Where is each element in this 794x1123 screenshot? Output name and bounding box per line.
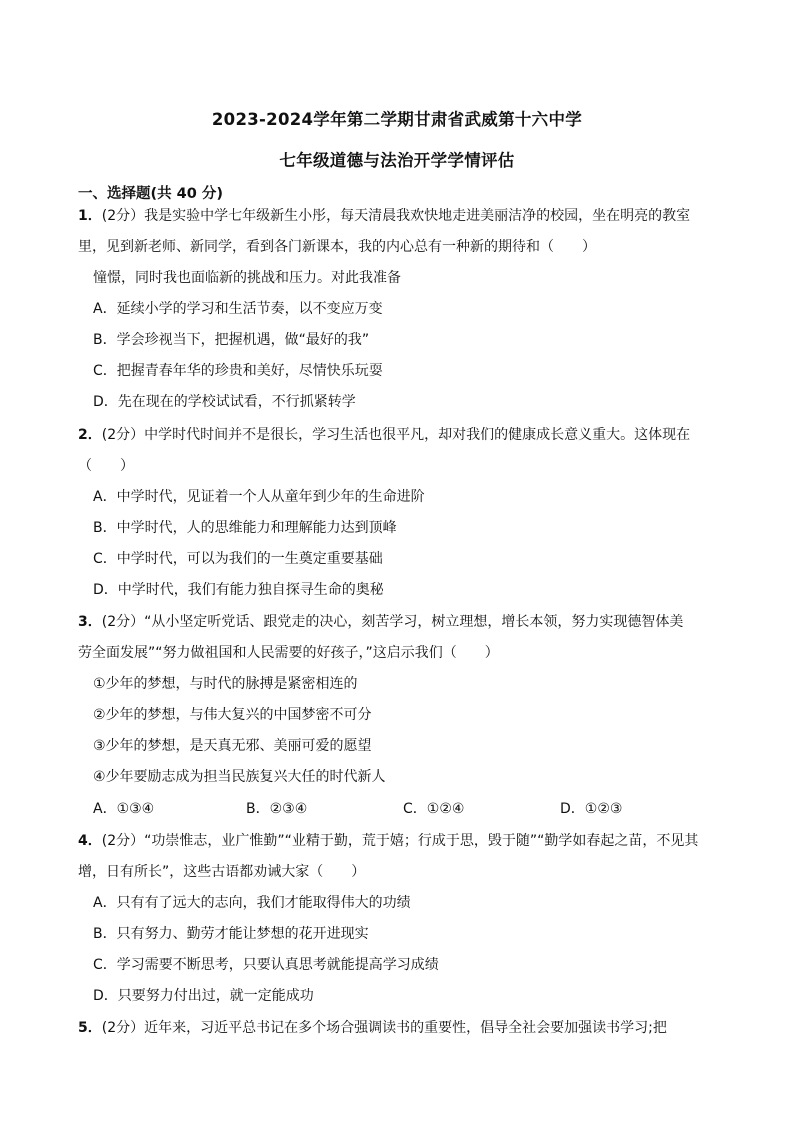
option-d: D．只要努力付出过，就一定能成功 bbox=[93, 988, 314, 1004]
question-number: 5． bbox=[78, 1020, 102, 1036]
exam-title: 2023-2024学年第二学期甘肃省武威第十六中学 bbox=[211, 110, 583, 129]
option-a: A．延续小学的学习和生活节奏，以不变应万变 bbox=[93, 301, 383, 317]
question-number: 1． bbox=[78, 208, 102, 224]
option-a: A．中学时代，见证着一个人从童年到少年的生命进阶 bbox=[93, 489, 425, 505]
option-c: C．中学时代，可以为我们的一生奠定重要基础 bbox=[93, 551, 383, 567]
statement-1: ①少年的梦想，与时代的脉搏是紧密相连的 bbox=[93, 676, 358, 692]
statement-3: ③少年的梦想，是天真无邪、美丽可爱的愿望 bbox=[93, 738, 372, 754]
question-number: 3． bbox=[78, 614, 102, 630]
question-text: (2分）中学时代时间并不是很长，学习生活也很平凡，却对我们的健康成长意义重大。这体现在 bbox=[101, 427, 691, 443]
question-2-line-2: （ ） bbox=[78, 458, 134, 474]
question-text: (2分）“从小坚定听党话、跟党走的决心，刻苦学习，树立理想，增长本领，努力实现德智体美 bbox=[101, 614, 684, 630]
question-2-line-1 bbox=[78, 426, 690, 444]
question-1-line-2: 里，见到新老师、新同学，看到各门新课本，我的内心总有一种新的期待和（ ） bbox=[78, 239, 596, 255]
option-d: D．中学时代，我们有能力独自探寻生命的奥秘 bbox=[93, 582, 384, 598]
question-3-line-2: 劳全面发展”“努力做祖国和人民需要的好孩子，”这启示我们（ ） bbox=[78, 645, 499, 661]
option-c: C．学习需要不断思考，只要认真思考就能提高学习成绩 bbox=[93, 957, 439, 973]
statement-4: ④少年要励志成为担当民族复兴大任的时代新人 bbox=[93, 769, 386, 785]
section-heading: 一、选择题(共 40 分) bbox=[78, 186, 224, 202]
option-c: C．把握青春年华的珍贵和美好，尽情快乐玩耍 bbox=[93, 363, 383, 379]
question-number: 2． bbox=[78, 427, 102, 443]
option-d: D．先在现在的学校试试看，不行抓紧转学 bbox=[93, 394, 356, 410]
question-1-line-1 bbox=[78, 207, 690, 225]
question-4-line-2: 增，日有所长”，这些古语都劝诫大家（ ） bbox=[78, 864, 366, 880]
question-text: (2分）“功崇惟志，业广惟勤”“业精于勤，荒于嬉；行成于思，毁于随”“勤学如春起之苗，不见其 bbox=[101, 833, 699, 849]
option-c: C．①②④ bbox=[403, 801, 465, 817]
question-text: (2分）近年来，习近平总书记在多个场合强调读书的重要性，倡导全社会要加强读书学习;把 bbox=[101, 1020, 667, 1036]
question-text: (2分）我是实验中学七年级新生小彤，每天清晨我欢快地走进美丽洁净的校园，坐在明亮的教室 bbox=[101, 208, 691, 224]
question-5-line-1 bbox=[78, 1019, 667, 1037]
option-b: B．中学时代，人的思维能力和理解能力达到顶峰 bbox=[93, 520, 397, 536]
question-number: 4． bbox=[78, 833, 102, 849]
question-1-line-3: 憧憬，同时我也面临新的挑战和压力。对此我准备 bbox=[93, 270, 401, 286]
statement-2: ②少年的梦想，与伟大复兴的中国梦密不可分 bbox=[93, 707, 372, 723]
question-4-line-1 bbox=[78, 832, 698, 850]
option-a: A．①③④ bbox=[93, 801, 155, 817]
option-a: A．只有有了远大的志向，我们才能取得伟大的功绩 bbox=[93, 895, 411, 911]
option-d: D．①②③ bbox=[560, 801, 623, 817]
question-3-line-1 bbox=[78, 613, 683, 631]
option-b: B．学会珍视当下，把握机遇，做“最好的我” bbox=[93, 332, 370, 348]
option-b: B．只有努力、勤劳才能让梦想的花开进现实 bbox=[93, 926, 369, 942]
exam-subtitle: 七年级道德与法治开学学情评估 bbox=[279, 151, 515, 170]
option-b: B．②③④ bbox=[246, 801, 308, 817]
